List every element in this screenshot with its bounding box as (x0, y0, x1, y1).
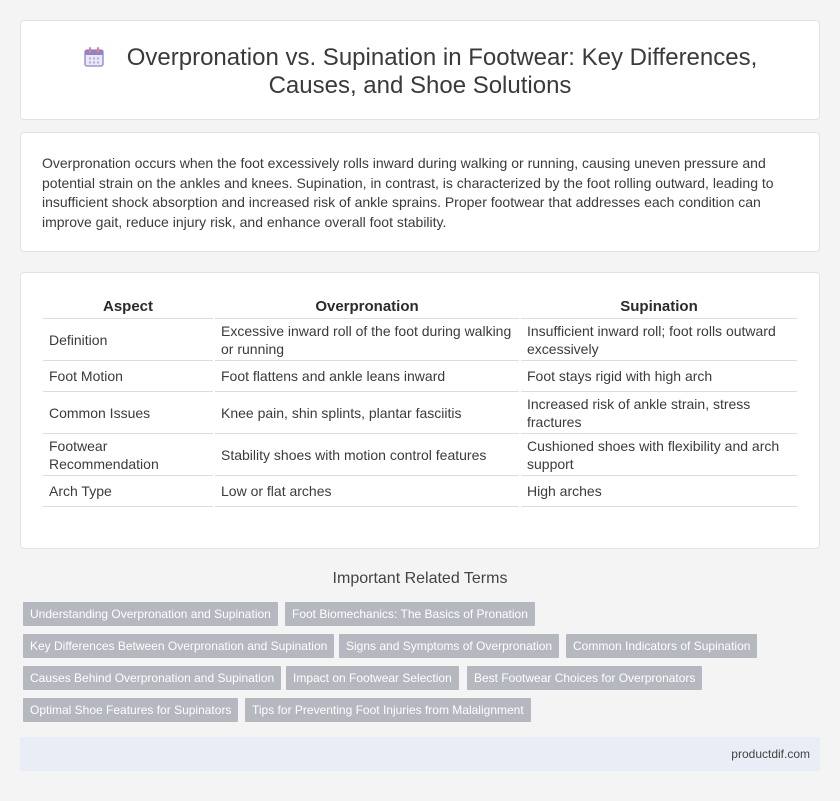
table-cell: Excessive inward roll of the foot during walking or running (215, 319, 519, 361)
table-row (43, 392, 797, 434)
related-term-tag[interactable]: Optimal Shoe Features for Supinators (23, 698, 238, 722)
calendar-icon (83, 46, 105, 68)
related-term-tag[interactable]: Best Footwear Choices for Overpronators (467, 666, 702, 690)
comparison-card (20, 272, 820, 549)
related-term-tag[interactable]: Signs and Symptoms of Overpronation (339, 634, 559, 658)
table-cell: Knee pain, shin splints, plantar fasciitis (215, 392, 519, 434)
intro-paragraph: Overpronation occurs when the foot excessively rolls inward during walking or running, causing uneven pressure and potential strain on the ankles and knees. Supination, in contrast, is characterized by the foot rolling outward, leading to insufficient shock absorption and increased risk of ankle sprains. Proper footwear that addresses each condition can improve gait, reduce injury risk, and enhance overall foot stability. (42, 155, 774, 230)
related-term-tag[interactable]: Impact on Footwear Selection (286, 666, 459, 690)
intro-card (20, 132, 820, 252)
table-cell: Definition (43, 319, 213, 361)
table-cell: Common Issues (43, 392, 213, 434)
table-cell: Increased risk of ankle strain, stress fractures (521, 392, 797, 434)
table-cell: Foot Motion (43, 361, 213, 392)
table-cell: Cushioned shoes with flexibility and arch support (521, 434, 797, 476)
table-cell: High arches (521, 476, 797, 507)
table-cell: Low or flat arches (215, 476, 519, 507)
table-row (43, 476, 797, 507)
column-header-overpronation: Overpronation (215, 295, 519, 319)
column-header-supination: Supination (521, 295, 797, 319)
page-title-text: Overpronation vs. Supination in Footwear: Key Differences, Causes, and Shoe Solutions (126, 44, 758, 99)
table-cell: Arch Type (43, 476, 213, 507)
table-cell: Insufficient inward roll; foot rolls outward excessively (521, 319, 797, 361)
table-row (43, 319, 797, 361)
table-row (43, 361, 797, 392)
table-cell: Stability shoes with motion control features (215, 434, 519, 476)
related-term-tag[interactable]: Understanding Overpronation and Supination (23, 602, 278, 626)
column-header-aspect: Aspect (43, 295, 213, 319)
related-term-tag[interactable]: Common Indicators of Supination (566, 634, 757, 658)
related-term-tag[interactable]: Foot Biomechanics: The Basics of Pronation (285, 602, 535, 626)
footer (20, 737, 820, 771)
table-cell: Footwear Recommendation (43, 434, 213, 476)
related-term-tag[interactable]: Tips for Preventing Foot Injuries from Malalignment (245, 698, 531, 722)
site-name[interactable]: productdif.com (731, 747, 810, 761)
related-term-tag[interactable]: Causes Behind Overpronation and Supination (23, 666, 281, 690)
related-term-tag[interactable]: Key Differences Between Overpronation and Supination (23, 634, 334, 658)
title-card (20, 20, 820, 120)
page-title (21, 44, 819, 100)
comparison-table (41, 295, 799, 507)
table-cell: Foot stays rigid with high arch (521, 361, 797, 392)
related-terms-heading: Important Related Terms (332, 570, 508, 587)
table-cell: Foot flattens and ankle leans inward (215, 361, 519, 392)
table-row (43, 434, 797, 476)
